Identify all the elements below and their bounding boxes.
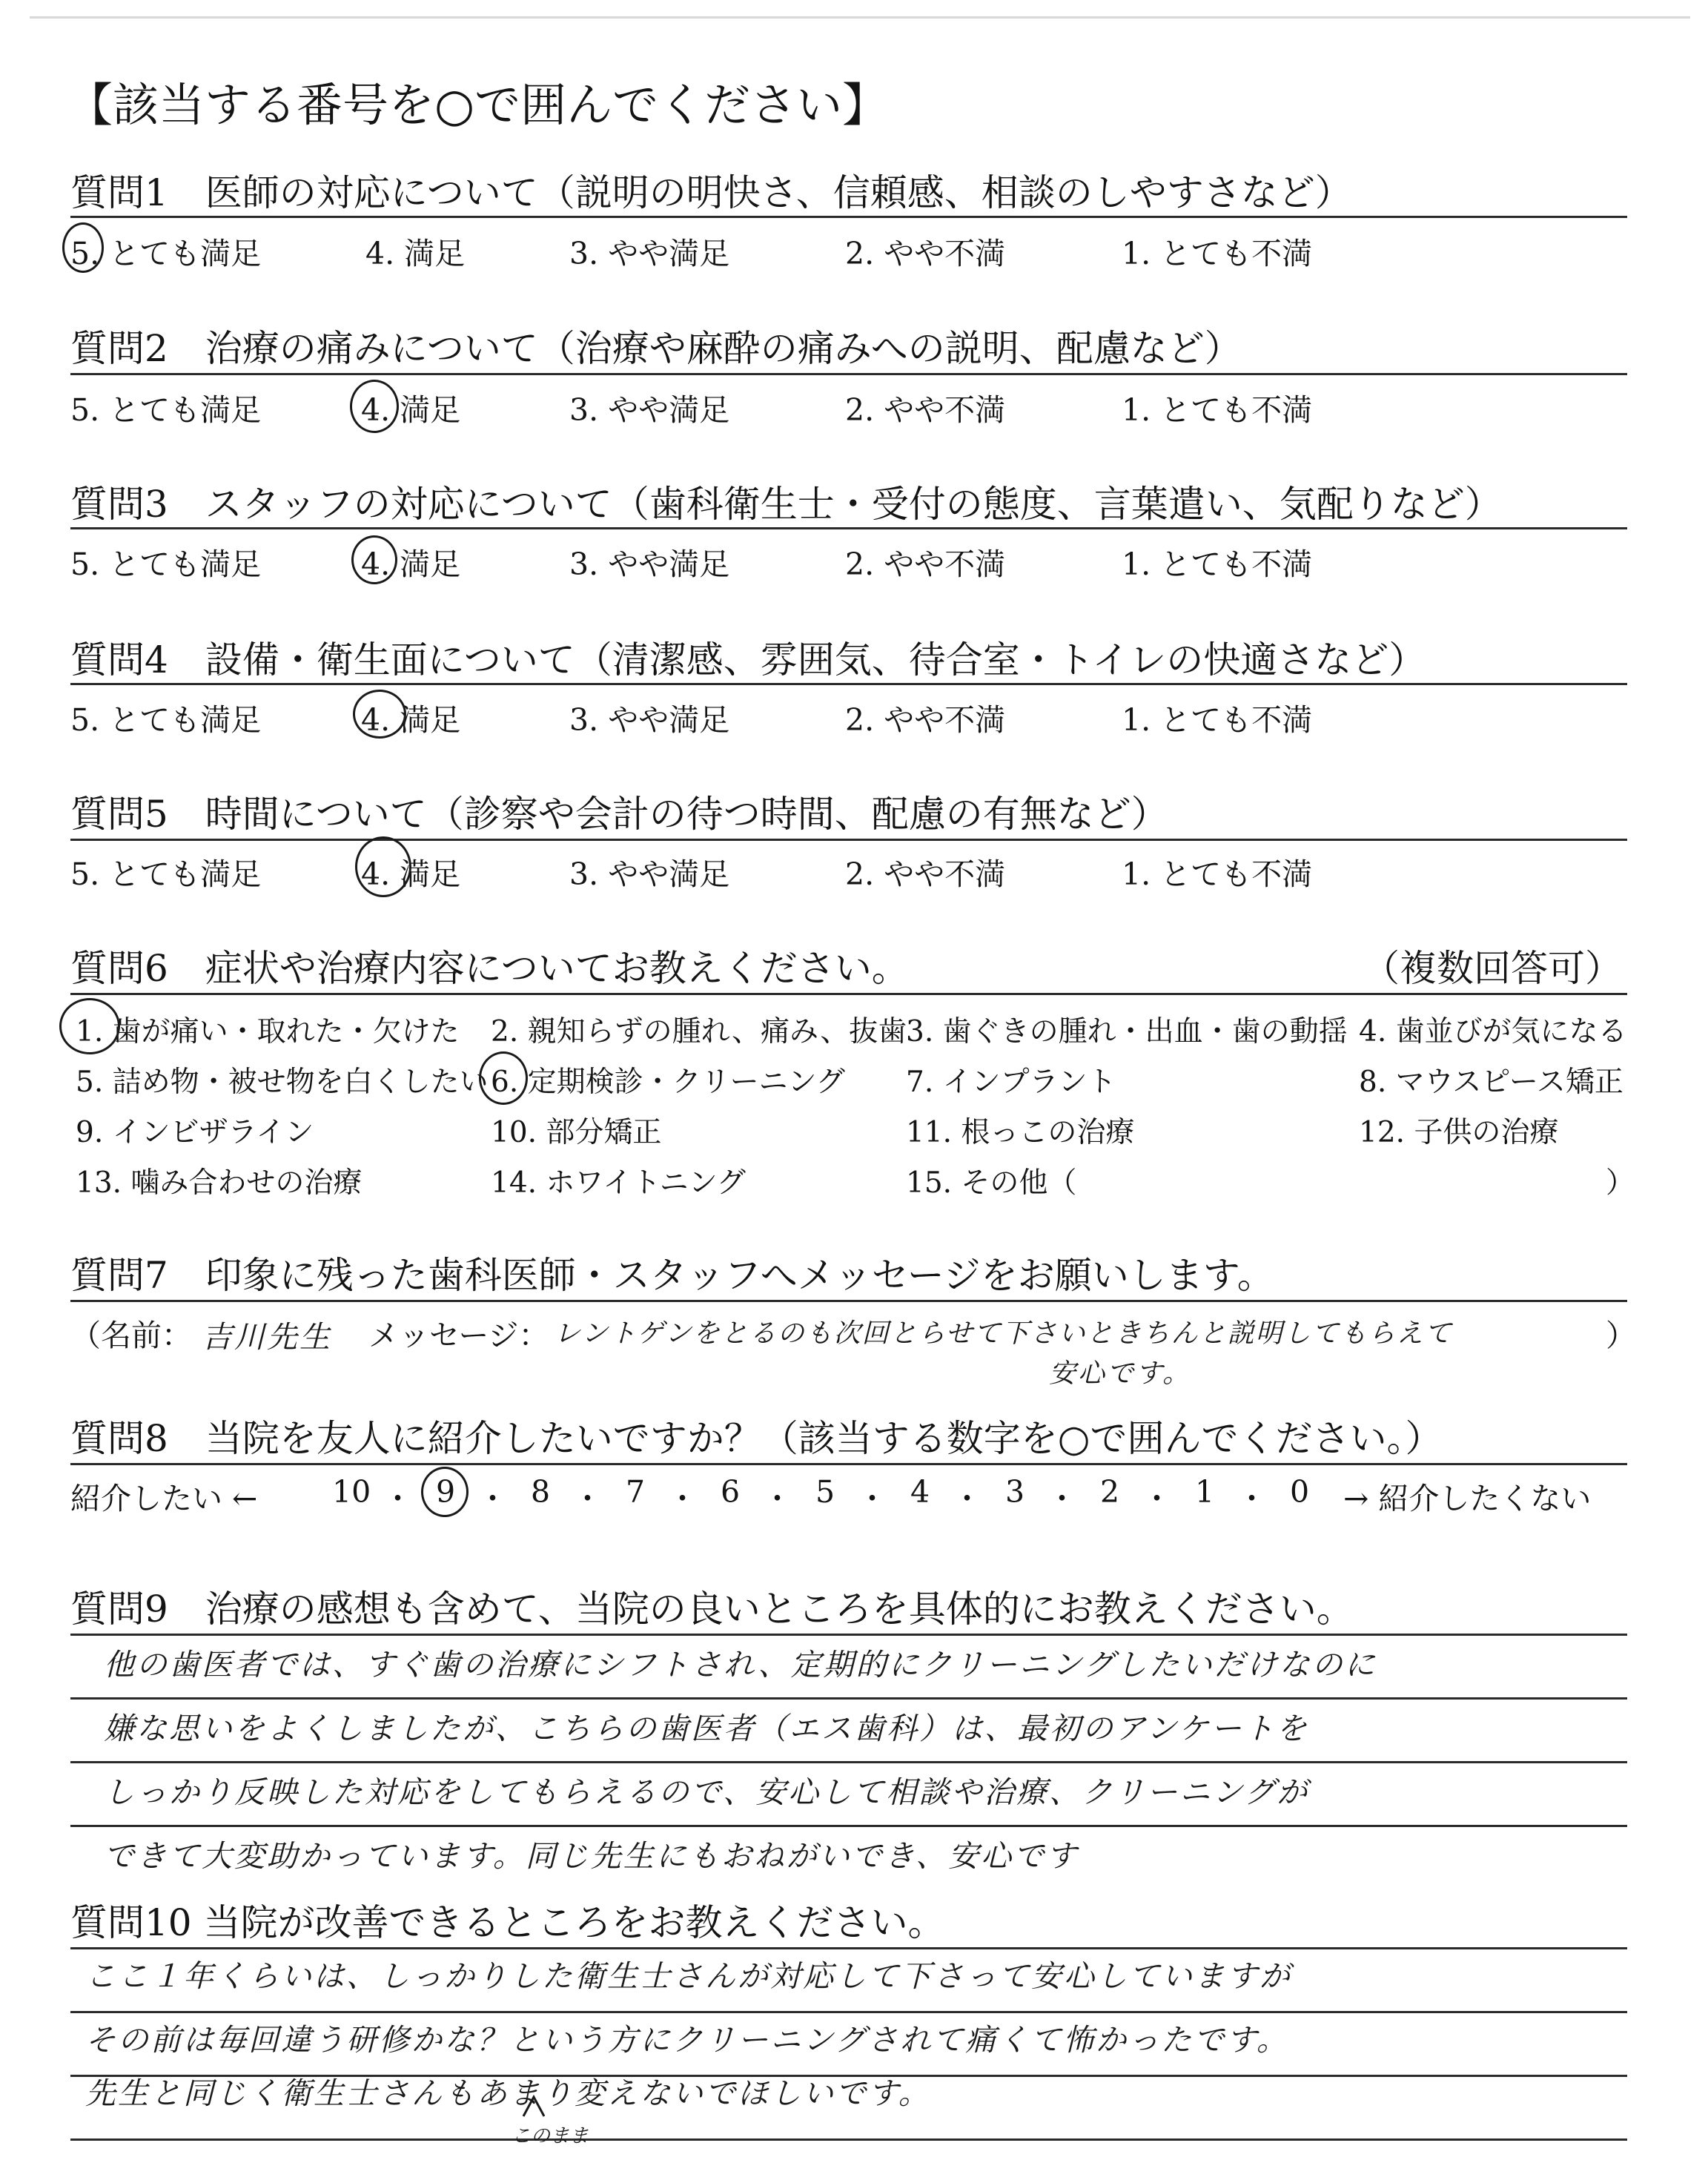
q8-scale-separator: ・ [383,1481,413,1516]
q6-option-7[interactable]: 7. インプラント [906,1066,1116,1099]
q1-option-1[interactable]: 1. とても不満 [1122,236,1313,271]
q8-scale-separator: ・ [1237,1481,1267,1516]
question-10-rule-2 [70,2011,1627,2013]
q1-option-2[interactable]: 2. やや不満 [845,236,1006,271]
q3-selection-circle [351,535,397,584]
q6-option-12[interactable]: 12. 子供の治療 [1359,1116,1559,1149]
q8-right-label: → 紹介したくない [1343,1481,1592,1516]
q3-option-2[interactable]: 2. やや不満 [845,546,1006,582]
question-6-label: 質問6 症状や治療内容についてお教えください。 [70,947,909,990]
q7-message-label: メッセージ： [368,1318,549,1353]
q1-option-3[interactable]: 3. やや満足 [569,236,730,271]
q2-option-5[interactable]: 5. とても満足 [70,392,262,428]
q2-option-2[interactable]: 2. やや不満 [845,392,1006,428]
q8-scale-separator: ・ [952,1481,982,1516]
q9-answer-line-3[interactable]: しっかり反映した対応をしてもらえるので、安心して相談や治療、クリーニングが [104,1774,1310,1810]
q6-option-10[interactable]: 10. 部分矯正 [491,1116,662,1149]
q7-name-value[interactable]: 吉川先生 [202,1319,332,1355]
question-3-label: 質問3 スタッフの対応について（歯科衛生士・受付の態度、言葉遣い、気配りなど） [70,483,1502,526]
q3-option-5[interactable]: 5. とても満足 [70,546,262,582]
q3-option-3[interactable]: 3. やや満足 [569,546,730,582]
q2-option-4[interactable]: 4. 満足 [361,392,461,428]
q8-scale-separator: ・ [1047,1481,1077,1516]
q8-scale-value[interactable]: 9 [436,1474,456,1510]
q4-option-1[interactable]: 1. とても不満 [1122,702,1313,738]
q6-option-15[interactable]: 15. その他（ [906,1166,1077,1200]
question-10-label: 質問10 当院が改善できるところをお教えください。 [70,1901,945,1944]
q8-scale-value[interactable]: 1 [1195,1474,1215,1510]
question-4-label: 質問4 設備・衛生面について（清潔感、雰囲気、待合室・トイレの快適さなど） [70,638,1426,681]
question-6-rule [70,993,1627,995]
question-2-label: 質問2 治療の痛みについて（治療や麻酔の痛みへの説明、配慮など） [70,327,1242,370]
q6-option-4[interactable]: 4. 歯並びが気になる [1359,1015,1627,1048]
question-10-rule-1 [70,1947,1627,1949]
q10-insertion-text[interactable]: このまま [512,2125,589,2147]
q5-option-2[interactable]: 2. やや不満 [845,856,1006,892]
q8-scale-separator: ・ [1142,1481,1172,1516]
q8-scale-value[interactable]: 2 [1100,1474,1120,1510]
q2-option-1[interactable]: 1. とても不満 [1122,392,1313,428]
q4-selection-circle [353,690,406,739]
question-8-rule [70,1463,1627,1465]
q8-scale-value[interactable]: 6 [721,1474,741,1510]
question-4-rule [70,683,1627,685]
question-9-rule-1 [70,1634,1627,1636]
question-1-rule [70,216,1627,218]
q9-answer-line-4[interactable]: できて大変助かっています。同じ先生にもおねがいでき、安心です [104,1838,1079,1874]
q8-left-label: 紹介したい ← [70,1481,258,1516]
q6-option-3[interactable]: 3. 歯ぐきの腫れ・出血・歯の動揺 [906,1015,1348,1048]
question-10-rule-4 [70,2138,1627,2141]
question-5-label: 質問5 時間について（診察や会計の待つ時間、配慮の有無など） [70,793,1168,836]
q8-scale-value[interactable]: 3 [1005,1474,1025,1510]
question-1-label: 質問1 医師の対応について（説明の明快さ、信頼感、相談のしやすさなど） [70,171,1352,214]
q6-option-2[interactable]: 2. 親知らずの腫れ、痛み、抜歯 [491,1015,907,1048]
question-5-rule [70,839,1627,841]
q4-option-4[interactable]: 4. 満足 [361,702,461,738]
question-9-label: 質問9 治療の感想も含めて、当院の良いところを具体的にお教えください。 [70,1588,1354,1631]
q8-scale-value[interactable]: 5 [815,1474,835,1510]
q6-selection-circle-6 [479,1051,528,1105]
q10-answer-line-2[interactable]: その前は毎回違う研修かな？という方にクリーニングされて痛くて怖かったです。 [85,2022,1289,2058]
question-2-rule [70,373,1627,375]
q3-option-4[interactable]: 4. 満足 [361,546,461,582]
q8-scale-separator: ・ [477,1481,508,1516]
q1-selection-circle [62,222,104,273]
top-divider [30,16,1690,19]
q6-option-9[interactable]: 9. インビザライン [76,1116,314,1149]
q9-answer-line-1[interactable]: 他の歯医者では、すぐ歯の治療にシフトされ、定期的にクリーニングしたいだけなのに [104,1647,1377,1682]
q8-selection-circle [421,1467,469,1517]
q8-scale-separator: ・ [857,1481,887,1516]
question-3-rule [70,527,1627,529]
q6-option-8[interactable]: 8. マウスピース矯正 [1359,1066,1623,1099]
q4-option-2[interactable]: 2. やや不満 [845,702,1006,738]
q1-option-5[interactable]: 5. とても満足 [70,236,262,271]
q7-name-label: （名前： [70,1318,192,1353]
question-9-rule-2 [70,1697,1627,1700]
q6-option-13[interactable]: 13. 噛み合わせの治療 [76,1166,363,1200]
q8-scale-separator: ・ [572,1481,603,1516]
q5-option-1[interactable]: 1. とても不満 [1122,856,1313,892]
q6-option-6[interactable]: 6. 定期検診・クリーニング [491,1066,845,1099]
q7-message-line-1[interactable]: レントゲンをとるのも次回とらせて下さいときちんと説明してもらえて [554,1318,1453,1349]
q8-scale-value[interactable]: 0 [1290,1474,1310,1510]
q3-option-1[interactable]: 1. とても不満 [1122,546,1313,582]
q4-option-3[interactable]: 3. やや満足 [569,702,730,738]
q7-message-line-2[interactable]: 安心です。 [1049,1358,1192,1389]
q6-option-11[interactable]: 11. 根っこの治療 [906,1116,1135,1149]
question-6-note: （複数回答可） [1363,947,1622,990]
q8-scale-value[interactable]: 10 [332,1474,371,1510]
q8-scale-separator: ・ [762,1481,792,1516]
q9-answer-line-2[interactable]: 嫌な思いをよくしましたが、こちらの歯医者（エス歯科）は、最初のアンケートを [104,1711,1309,1746]
page-title: 【該当する番号を○で囲んでください】 [67,78,889,132]
q10-answer-line-1[interactable]: ここ１年くらいは、しっかりした衛生士さんが対応して下さって安心していますが [85,1958,1292,1994]
q8-scale-separator: ・ [667,1481,698,1516]
q6-option-1[interactable]: 1. 歯が痛い・取れた・欠けた [76,1015,460,1048]
question-7-label: 質問7 印象に残った歯科医師・スタッフへメッセージをお願いします。 [70,1254,1274,1297]
q10-answer-line-3[interactable]: 先生と同じく衛生士さんもあまり変えないでほしいです。 [85,2075,931,2111]
question-8-label: 質問8 当院を友人に紹介したいですか？（該当する数字を○で囲んでください。） [70,1417,1443,1460]
q5-option-3[interactable]: 3. やや満足 [569,856,730,892]
q10-insertion-caret [519,2091,549,2121]
q7-close-paren: ） [1606,1318,1636,1353]
q5-option-4[interactable]: 4. 満足 [361,856,461,892]
q4-option-5[interactable]: 5. とても満足 [70,702,262,738]
question-9-rule-3 [70,1761,1627,1763]
q6-other-close-paren: ） [1606,1166,1635,1200]
q5-option-5[interactable]: 5. とても満足 [70,856,262,892]
q8-scale-value[interactable]: 7 [626,1474,646,1510]
q6-option-5[interactable]: 5. 詰め物・被せ物を白くしたい [76,1066,489,1099]
q6-selection-circle-1 [59,998,120,1054]
q1-option-4[interactable]: 4. 満足 [365,236,466,271]
q8-scale-value[interactable]: 4 [910,1474,930,1510]
q2-selection-circle [350,380,399,433]
question-9-rule-4 [70,1825,1627,1827]
q6-option-14[interactable]: 14. ホワイトニング [491,1166,746,1200]
q5-selection-circle [355,836,411,897]
q2-option-3[interactable]: 3. やや満足 [569,392,730,428]
question-7-rule [70,1300,1627,1302]
q8-scale-value[interactable]: 8 [531,1474,551,1510]
